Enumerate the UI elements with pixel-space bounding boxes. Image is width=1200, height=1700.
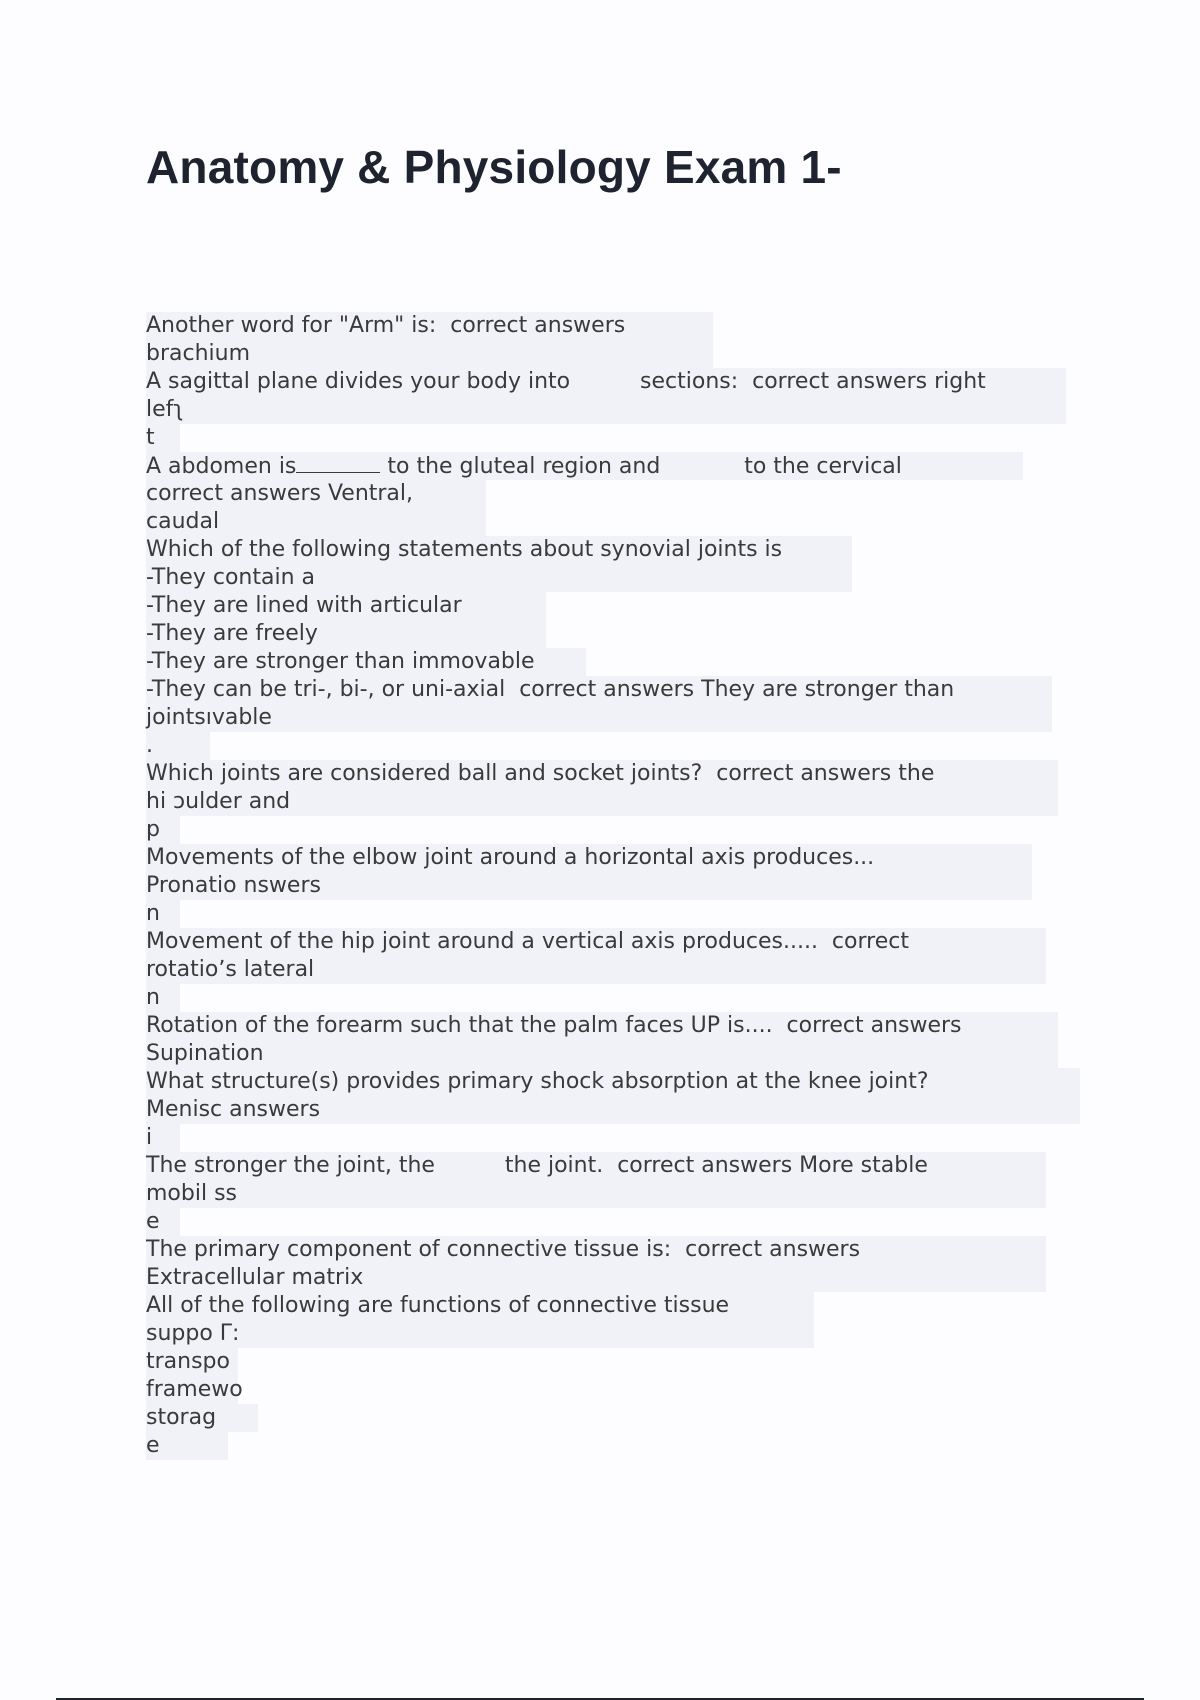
text-line: framewo [146, 1377, 243, 1402]
text-line: mobil ss [146, 1180, 1086, 1208]
text-line: transpo [146, 1348, 1086, 1376]
text-line: Movements of the elbow joint around a horizontal axis produces... [146, 844, 1086, 872]
text-line: i [146, 1124, 1086, 1152]
text-line: Which joints are considered ball and socket joints? correct answers the [146, 760, 1086, 788]
text-line: e [146, 1432, 1086, 1460]
text-line: Which of the following statements about synovial joints is [146, 536, 1086, 564]
document-title: Anatomy & Physiology Exam 1- [146, 141, 842, 193]
document-body [146, 312, 1086, 1460]
text-line: Movement of the hip joint around a vertical axis produces..... correct [146, 928, 1086, 956]
text-line: jointsıvable [146, 704, 1086, 732]
text-line: -They contain a [146, 564, 1086, 592]
text-line: rotatioʼs lateral [146, 956, 1086, 984]
text-line: All of the following are functions of connective tissue [146, 1292, 1086, 1320]
text-line: A sagittal plane divides your body into sections: correct answers right [146, 368, 1086, 396]
fill-in-blank [296, 452, 380, 473]
text-line: -They can be tri-, bi-, or uni-axial correct answers They are stronger than [146, 676, 1086, 704]
text-line: t [146, 424, 1086, 452]
text-line: Extracellular matrix [146, 1264, 1086, 1292]
text-line: What structure(s) provides primary shock absorption at the knee joint? [146, 1068, 1086, 1096]
text-line: correct answers Ventral, [146, 480, 1086, 508]
text-line: Another word for "Arm" is: correct answers [146, 312, 1086, 340]
text-line: n [146, 900, 1086, 928]
text-line: storag [146, 1404, 1086, 1432]
text-line: Pronatio nswers [146, 872, 1086, 900]
text-line: The stronger the joint, the the joint. correct answers More stable [146, 1152, 1086, 1180]
text-line: suppo Γ: [146, 1320, 1086, 1348]
text-line: The primary component of connective tissue is: correct answers [146, 1236, 1086, 1264]
text-line: -They are lined with articular [146, 592, 1086, 620]
text-line: lefʅ [146, 396, 1086, 424]
text-line: Rotation of the forearm such that the palm faces UP is.... correct answers [146, 1012, 1086, 1040]
text-line: hi ɔulder and [146, 788, 1086, 816]
text-line: n [146, 984, 1086, 1012]
text-line: Menisc answers [146, 1096, 1086, 1124]
text-line: -They are stronger than immovable [146, 648, 1086, 676]
text-line: e [146, 1208, 1086, 1236]
text-line: p [146, 816, 1086, 844]
text-line: Supination [146, 1040, 1086, 1068]
text-line: caudal [146, 508, 1086, 536]
text-line: . [146, 732, 1086, 760]
text-line: A abdomen is to the gluteal region and to the cervical [146, 452, 1086, 480]
text-line: brachium [146, 340, 1086, 368]
text-line: -They are freely [146, 620, 1086, 648]
